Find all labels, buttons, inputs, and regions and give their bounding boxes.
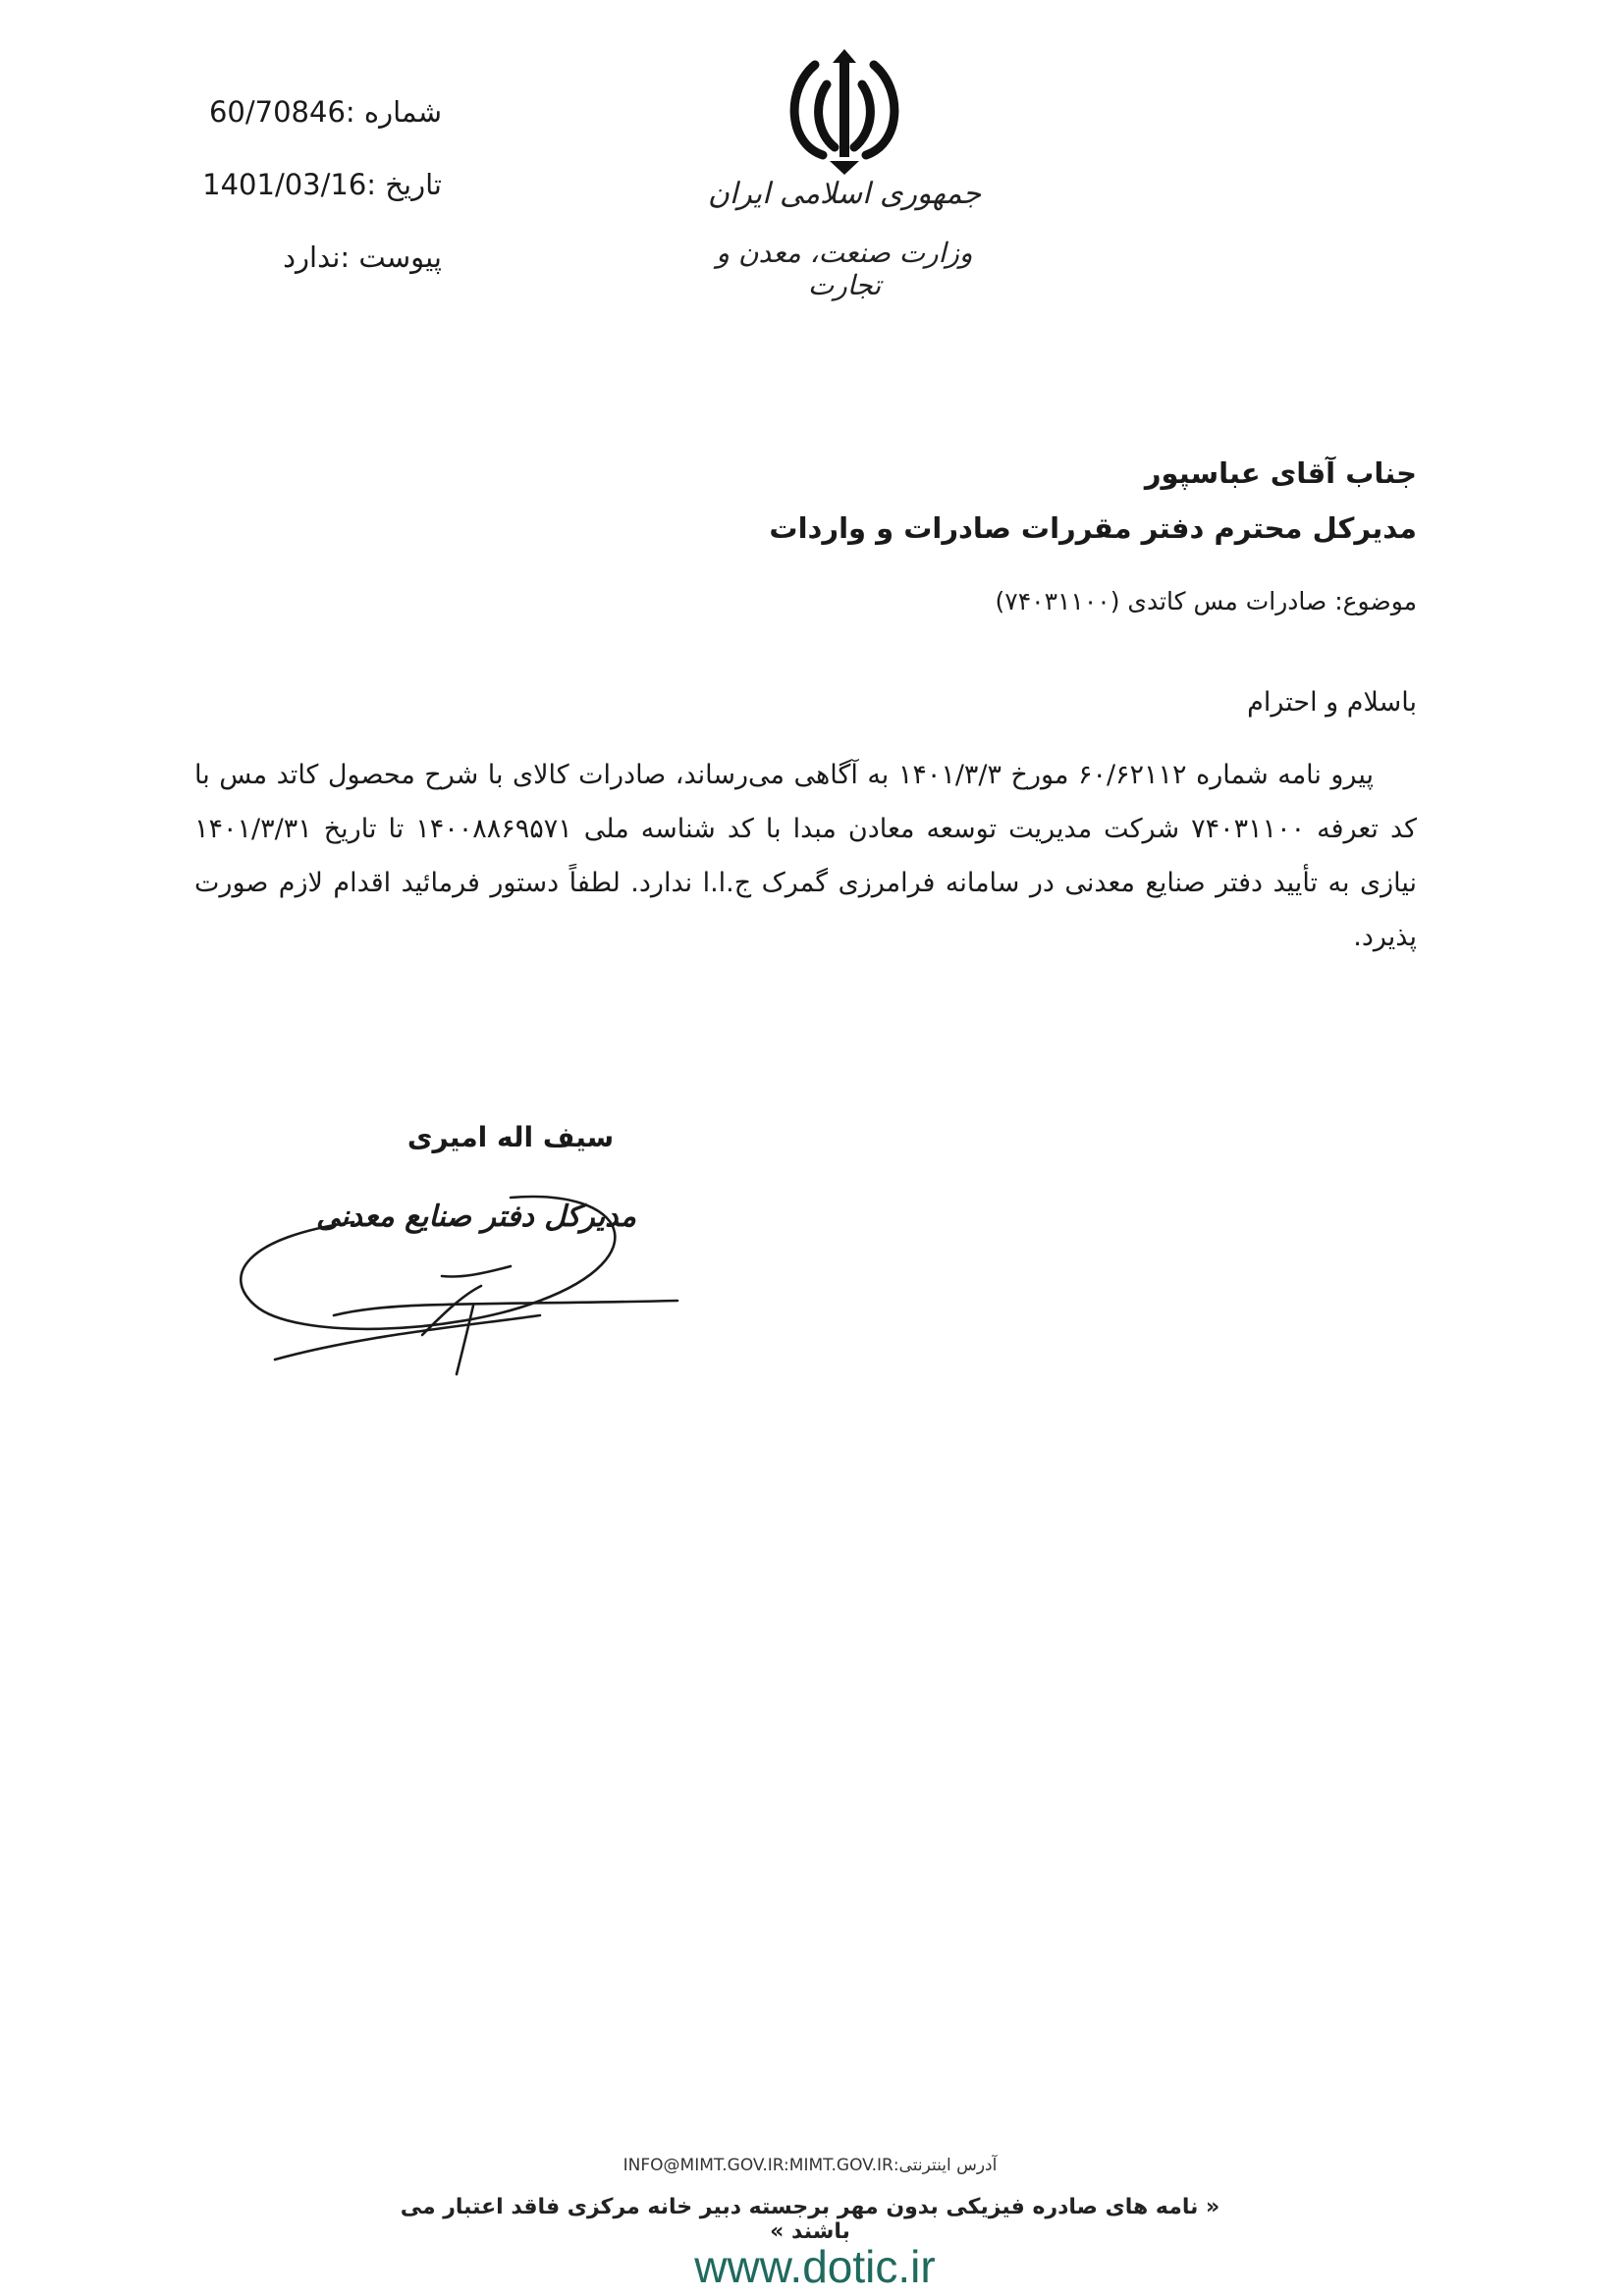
signatory-name: سیف اله امیری <box>406 1121 615 1153</box>
footer-web-label: آدرس اینترنتی: <box>893 2156 998 2175</box>
letter-attachment-value: ندارد <box>283 240 341 274</box>
watermark-url: www.dotic.ir <box>694 2241 936 2292</box>
footer-web-value: INFO@MIMT.GOV.IR:MIMT.GOV.IR <box>623 2156 893 2175</box>
letter-date <box>177 168 442 243</box>
addressee-title: مدیرکل محترم دفتر مقررات صادرات و واردات <box>769 511 1417 545</box>
iran-emblem-icon <box>776 45 913 183</box>
footer-contacts <box>442 2156 1178 2175</box>
letter-number <box>177 95 442 171</box>
letter-greeting: باسلام و احترام <box>1247 687 1417 718</box>
letter-attachment <box>177 240 442 316</box>
addressee-name: جناب آقای عباسپور <box>1144 456 1417 490</box>
letter-subject: موضوع: صادرات مس کاتدی (۷۴۰۳۱۱۰۰) <box>995 587 1417 615</box>
addressee <box>533 446 1417 556</box>
letter-date-value: 1401/03/16 <box>202 168 367 201</box>
handwritten-signature <box>216 1168 697 1394</box>
letter-number-value: 60/70846 <box>208 95 346 129</box>
footer-note: « نامه های صادره فیزیکی بدون مهر برجسته دبیر خانه مرکزی فاقد اعتبار می باشند » <box>400 2195 1220 2244</box>
republic-name: جمهوری اسلامی ایران <box>707 177 982 211</box>
signatory-title: مدیرکل دفتر صنایع معدنی <box>316 1200 636 1234</box>
letter-body: پیرو نامه شماره ۶۰/۶۲۱۱۲ مورخ ۱۴۰۱/۳/۳ به آگاهی می‌رساند، صادرات کالای با شرح محصول کاتد مس با کد تعرفه ۷۴۰۳۱۱۰۰ شرکت مدیریت توسعه معادن مبدا با کد شناسه ملی ۱۴۰۰۸۸۶۹۵۷۱ تا تاریخ ۱۴۰۱/۳/۳۱ نیازی به تأیید دفتر صنایع معدنی در سامانه فرامرزی گمرک ج.ا.ا ندارد. لطفاً دستور فرمائید اقدام لازم صورت پذیرد. <box>194 760 1417 952</box>
letter-meta <box>177 95 442 316</box>
ministry-name: وزارت صنعت، معدن و تجارت <box>716 237 973 301</box>
letter-number-label: شماره : <box>345 95 442 129</box>
letter-attachment-label: پیوست : <box>340 240 442 274</box>
ministry-header <box>687 177 1001 301</box>
letter-date-label: تاریخ : <box>366 168 442 201</box>
